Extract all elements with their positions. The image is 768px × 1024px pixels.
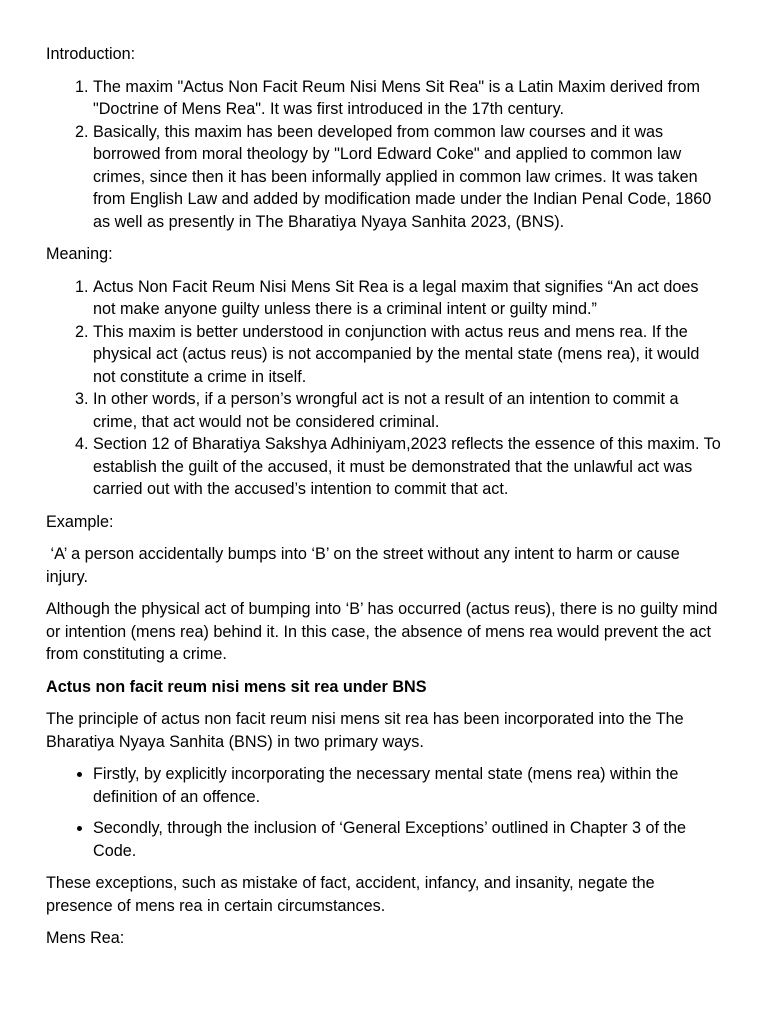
list-item: 4. Section 12 of Bharatiya Sakshya Adhiniyam,2023 reflects the essence of this maxim. To establish the guilt of the accused, it must be demonstrated that the unlawful act was carried out with the accused’s intention to commit that act. (93, 433, 724, 501)
list-item: • Firstly, by explicitly incorporating the necessary mental state (mens rea) within the definition of an offence. (93, 763, 724, 808)
document-page (46, 43, 724, 960)
example-explanation-paragraph: Although the physical act of bumping into ‘B’ has occurred (actus reus), there is no guilty mind or intention (mens rea) behind it. In this case, the absence of mens rea would prevent the act from constituting a crime. (46, 600, 718, 663)
list-item: 3. In other words, if a person’s wrongful act is not a result of an intention to commit a crime, that act would not be considered criminal. (93, 388, 724, 433)
example-heading: Example: (46, 512, 114, 531)
list-item: 1. Actus Non Facit Reum Nisi Mens Sit Rea is a legal maxim that signifies “An act does not make anyone guilty unless there is a criminal intent or guilty mind.” (93, 276, 724, 321)
list-item: 1. The maxim "Actus Non Facit Reum Nisi Mens Sit Rea" is a Latin Maxim derived from "Doctrine of Mens Rea". It was first introduced in the 17th century. (93, 76, 724, 121)
bns-bullet-list (46, 763, 724, 862)
introduction-list (46, 76, 724, 234)
bns-intro-paragraph: The principle of actus non facit reum nisi mens sit rea has been incorporated into the The Bharatiya Nyaya Sanhita (BNS) in two primary ways. (46, 710, 684, 751)
introduction-heading: Introduction: (46, 45, 136, 63)
list-item: • Secondly, through the inclusion of ‘General Exceptions’ outlined in Chapter 3 of the Code. (93, 817, 724, 862)
meaning-heading: Meaning: (46, 245, 113, 263)
example-paragraph: ‘A’ a person accidentally bumps into ‘B’ on the street without any intent to harm or cause injury. (46, 545, 685, 586)
bns-heading: Actus non facit reum nisi mens sit rea under BNS (46, 677, 427, 696)
meaning-list (46, 276, 724, 501)
bns-closing-paragraph: These exceptions, such as mistake of fact, accident, infancy, and insanity, negate the presence of mens rea in certain circumstances. (46, 874, 655, 915)
mens-rea-heading: Mens Rea: (46, 929, 125, 947)
list-item: 2. Basically, this maxim has been developed from common law courses and it was borrowed from moral theology by "Lord Edward Coke" and applied to common law crimes, since then it has been informally applied in common law crimes. It was taken from English Law and added by modification made under the Indian Penal Code, 1860 as well as presently in The Bharatiya Nyaya Sanhita 2023, (BNS). (93, 121, 724, 234)
list-item: 2. This maxim is better understood in conjunction with actus reus and mens rea. If the physical act (actus reus) is not accompanied by the mental state (mens rea), it would not constitute a crime in itself. (93, 321, 724, 389)
